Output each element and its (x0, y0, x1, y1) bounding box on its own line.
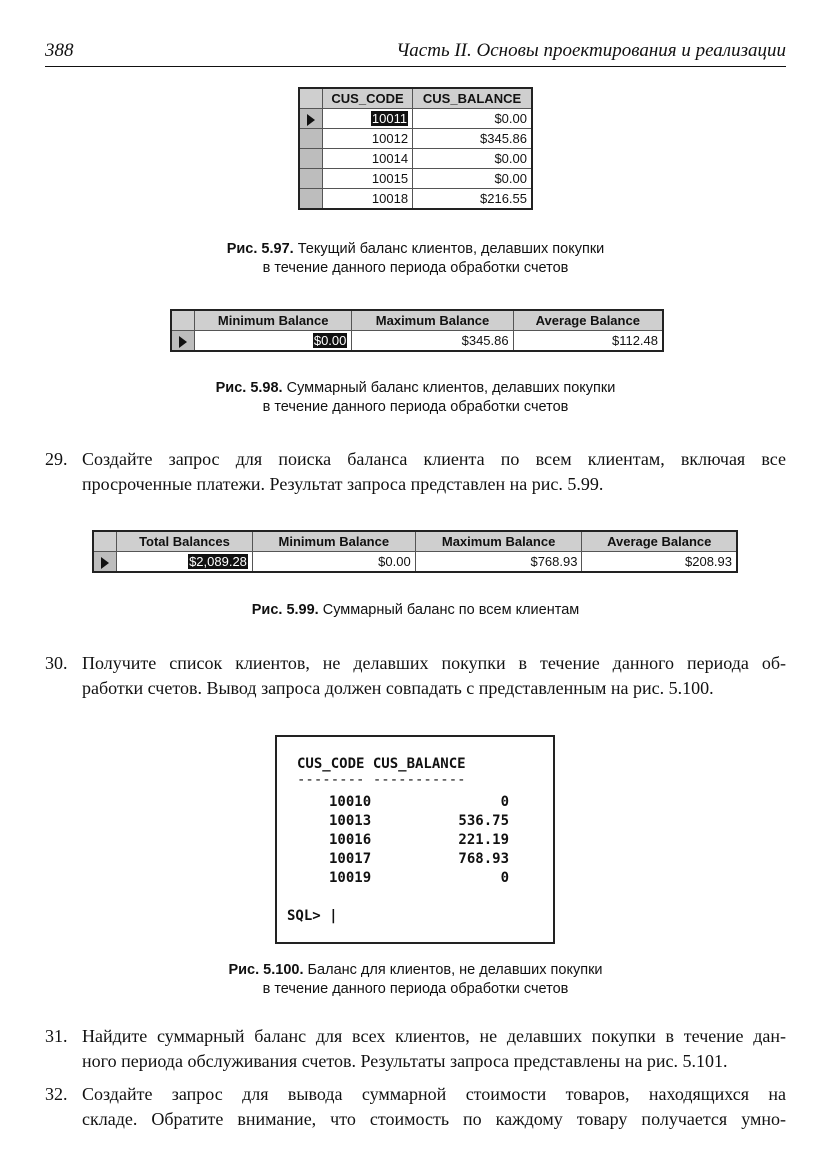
table-row[interactable] (93, 552, 737, 573)
row-selector[interactable] (299, 149, 323, 169)
fig98-datasheet (170, 309, 664, 352)
fig99-col-min[interactable]: Minimum Balance (252, 531, 415, 552)
console-balance: 221.19 (458, 832, 509, 848)
fig98-cell-min: $0.00 (313, 333, 347, 348)
fig99-cell-total: $2,089.28 (189, 554, 247, 569)
fig97-cell-code[interactable]: 10018 (323, 189, 413, 210)
row-selector[interactable] (93, 552, 117, 573)
row-selector[interactable] (299, 189, 323, 210)
sql-prompt[interactable]: SQL> | (287, 908, 338, 924)
console-balance: 536.75 (458, 813, 509, 829)
fig99-header-row (93, 531, 737, 552)
fig99-caption-line1: Суммарный баланс по всем клиентам (322, 602, 580, 618)
running-title: Часть II. Основы проектирования и реализации (396, 40, 786, 61)
table-row[interactable] (299, 189, 532, 210)
fig97-caption-line2: в течение данного периода обработки счетов (262, 260, 569, 276)
fig97-caption-line1: Текущий баланс клиентов, делавших покупки (297, 241, 605, 257)
fig100-caption-line2: в течение данного периода обработки счетов (262, 981, 569, 997)
fig98-caption-label: Рис. 5.98. (215, 380, 283, 396)
console-code: 10019 (329, 870, 372, 886)
fig99-cell-min[interactable]: $0.00 (252, 552, 415, 573)
fig99-cell-max[interactable]: $768.93 (415, 552, 582, 573)
fig97-cell-code: 10011 (371, 111, 408, 126)
fig97-header-row (299, 88, 532, 109)
fig98-col-max[interactable]: Maximum Balance (352, 310, 513, 331)
row-selector[interactable] (299, 109, 323, 129)
fig97-cell-code[interactable]: 10014 (323, 149, 413, 169)
exercise-31 (45, 1024, 786, 1074)
console-separator: -------- ----------- (297, 772, 466, 788)
fig98-caption (0, 379, 831, 417)
row-selector[interactable] (171, 331, 195, 352)
exercise-30 (45, 651, 786, 701)
console-header: CUS_CODE CUS_BALANCE (297, 756, 466, 772)
fig100-caption-label: Рис. 5.100. (228, 962, 304, 978)
table-row[interactable] (171, 331, 663, 352)
exercise-number: 30. (45, 653, 68, 673)
page-number: 388 (45, 40, 74, 61)
row-selector[interactable] (299, 129, 323, 149)
table-row[interactable] (299, 109, 532, 129)
current-row-arrow-icon (179, 336, 187, 348)
console-balance: 0 (500, 794, 509, 810)
exercise-32-line2: складе. Обратите внимание, что стоимость по каждому товару получается умно- (82, 1109, 786, 1129)
fig97-cell-balance[interactable]: $0.00 (413, 109, 532, 129)
exercise-number: 29. (45, 449, 68, 469)
fig97-cell-balance[interactable]: $0.00 (413, 149, 532, 169)
table-row[interactable] (299, 149, 532, 169)
fig98-caption-line1: Суммарный баланс клиентов, делавших покупки (286, 380, 616, 396)
console-code: 10010 (329, 794, 372, 810)
fig99-col-total[interactable]: Total Balances (117, 531, 253, 552)
fig98-cell-avg[interactable]: $112.48 (513, 331, 663, 352)
exercise-29-line1: Создайте запрос для поиска баланса клиента по всем клиентам, включая все (82, 449, 786, 469)
exercise-32-line1: Создайте запрос для вывода суммарной стоимости товаров, находящихся на (82, 1084, 786, 1104)
console-code: 10016 (329, 832, 372, 848)
exercise-30-line1: Получите список клиентов, не делавших покупки в течение данного периода об- (82, 653, 786, 673)
current-row-arrow-icon (307, 114, 315, 126)
fig100-console (275, 735, 555, 944)
exercise-29-line2: просроченные платежи. Результат запроса представлен на рис. 5.99. (82, 474, 604, 494)
console-code: 10017 (329, 851, 372, 867)
fig97-cell-code[interactable]: 10012 (323, 129, 413, 149)
fig97-col-code[interactable]: CUS_CODE (323, 88, 413, 109)
fig97-cell-balance[interactable]: $345.86 (413, 129, 532, 149)
table-row[interactable] (299, 169, 532, 189)
current-row-arrow-icon (101, 557, 109, 569)
fig98-caption-line2: в течение данного периода обработки счетов (262, 399, 569, 415)
console-balance: 768.93 (458, 851, 509, 867)
fig97-cell-code[interactable]: 10015 (323, 169, 413, 189)
fig98-header-row (171, 310, 663, 331)
header-rule (45, 66, 786, 67)
fig99-col-max[interactable]: Maximum Balance (415, 531, 582, 552)
table-row[interactable] (299, 129, 532, 149)
exercise-31-line2: ного периода обслуживания счетов. Результаты запроса представлены на рис. 5.101. (82, 1051, 728, 1071)
fig99-caption-label: Рис. 5.99. (251, 602, 319, 618)
fig100-caption-line1: Баланс для клиентов, не делавших покупки (307, 962, 603, 978)
fig99-col-avg[interactable]: Average Balance (582, 531, 737, 552)
fig97-cell-balance[interactable]: $216.55 (413, 189, 532, 210)
exercise-29 (45, 447, 786, 497)
exercise-31-line1: Найдите суммарный баланс для всех клиентов, не делавших покупки в течение дан- (82, 1026, 786, 1046)
fig99-caption (0, 601, 831, 620)
fig97-cell-balance[interactable]: $0.00 (413, 169, 532, 189)
fig98-cell-max[interactable]: $345.86 (352, 331, 513, 352)
console-code: 10013 (329, 813, 372, 829)
fig98-corner (171, 310, 195, 331)
fig99-datasheet (92, 530, 738, 573)
exercise-number: 32. (45, 1084, 68, 1104)
fig97-datasheet (298, 87, 533, 210)
fig98-col-min[interactable]: Minimum Balance (195, 310, 352, 331)
fig97-caption (0, 240, 831, 278)
fig97-caption-label: Рис. 5.97. (226, 241, 294, 257)
row-selector[interactable] (299, 169, 323, 189)
exercise-30-line2: работки счетов. Вывод запроса должен совпадать с представленным на рис. 5.100. (82, 678, 714, 698)
exercise-number: 31. (45, 1026, 68, 1046)
fig99-cell-avg[interactable]: $208.93 (582, 552, 737, 573)
console-balance: 0 (500, 870, 509, 886)
fig97-corner (299, 88, 323, 109)
fig100-caption (0, 961, 831, 999)
exercise-32 (45, 1082, 786, 1132)
fig97-col-balance[interactable]: CUS_BALANCE (413, 88, 532, 109)
fig98-col-avg[interactable]: Average Balance (513, 310, 663, 331)
fig99-corner (93, 531, 117, 552)
